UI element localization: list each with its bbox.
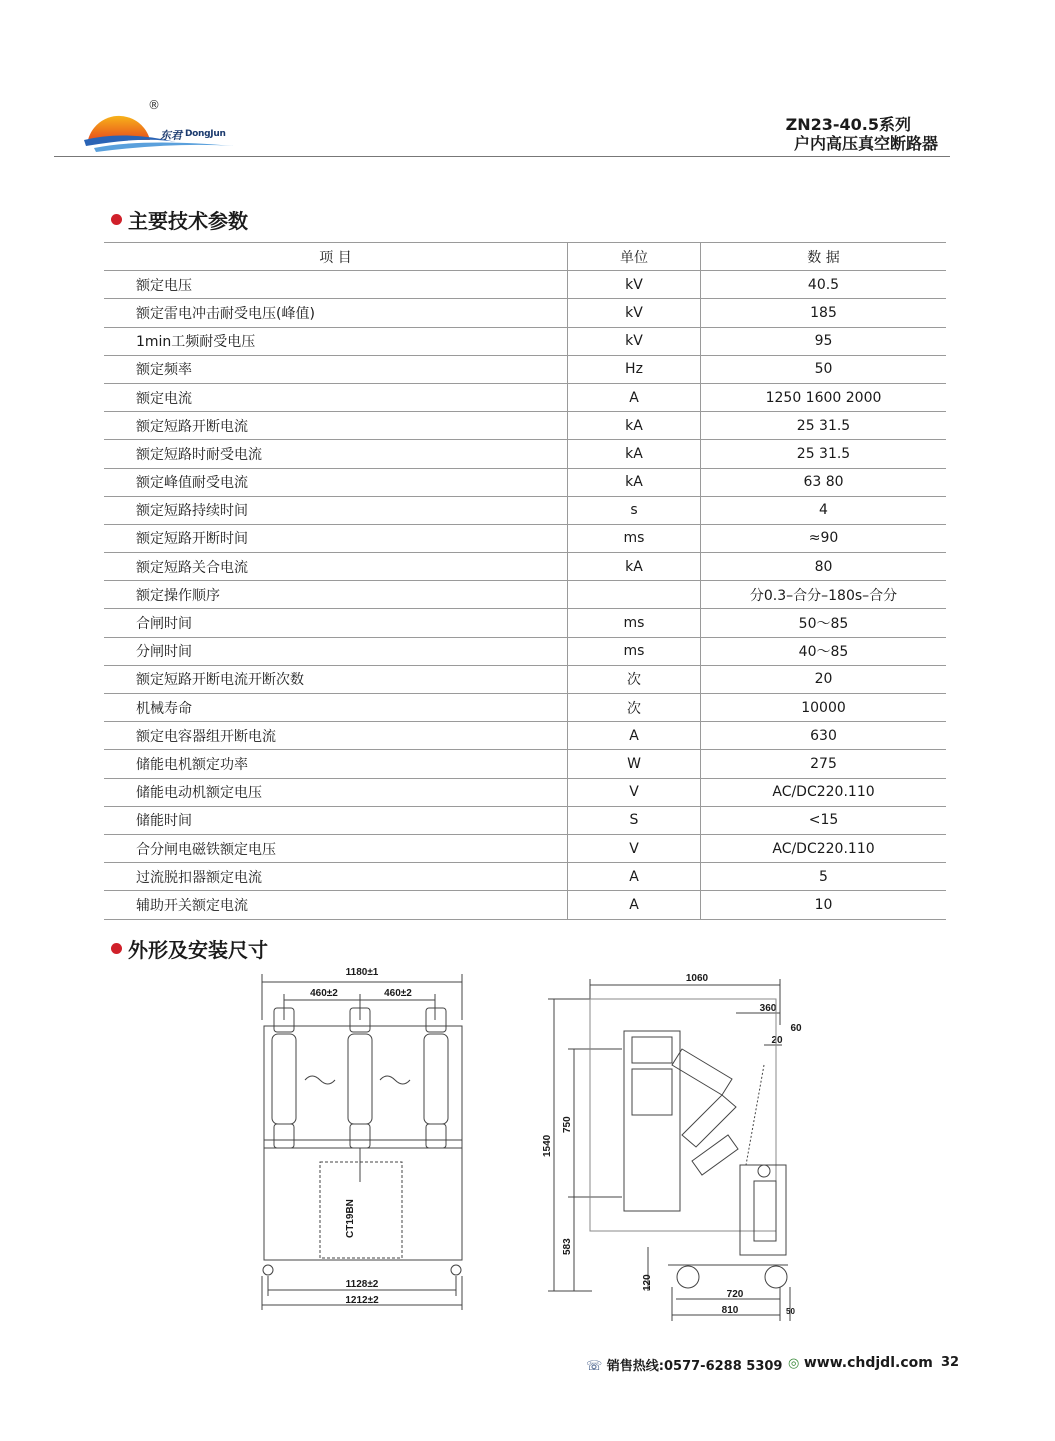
dim-810: 810	[721, 1305, 739, 1316]
table-row	[104, 806, 946, 834]
product-title: 户内高压真空断路器	[794, 134, 939, 153]
cell-value: 5	[701, 863, 947, 891]
cell-item: 分闸时间	[104, 637, 568, 665]
cell-unit	[568, 581, 701, 609]
cell-item: 额定短路开断电流	[104, 412, 568, 440]
header-divider	[54, 156, 950, 157]
table-row	[104, 468, 946, 496]
table-row	[104, 327, 946, 355]
cell-unit: ms	[568, 637, 701, 665]
cell-unit: kA	[568, 468, 701, 496]
table-row	[104, 665, 946, 693]
section-title: 主要技术参数	[128, 209, 248, 233]
table-row	[104, 383, 946, 411]
cell-value: ≈90	[701, 524, 947, 552]
cell-item: 过流脱扣器额定电流	[104, 863, 568, 891]
footer-hotline	[586, 1355, 782, 1374]
cell-unit: A	[568, 722, 701, 750]
dim-wheel-outer: 1212±2	[345, 1295, 379, 1306]
mechanism-label: CT19BN	[345, 1199, 356, 1238]
table-header-row	[104, 243, 946, 271]
table-row	[104, 553, 946, 581]
cell-unit: kV	[568, 327, 701, 355]
page-header	[0, 0, 1055, 160]
cell-item: 额定短路关合电流	[104, 553, 568, 581]
dim-360: 360	[759, 1003, 777, 1014]
table-row	[104, 412, 946, 440]
dongjun-logo	[84, 96, 254, 154]
table-row	[104, 637, 946, 665]
table-row	[104, 694, 946, 722]
bullet-dot-icon	[111, 214, 122, 225]
dim-height: 1540	[542, 1134, 553, 1157]
section-heading-specs	[111, 205, 248, 234]
cell-item: 储能时间	[104, 806, 568, 834]
cell-item: 辅助开关额定电流	[104, 891, 568, 919]
cell-value: 95	[701, 327, 947, 355]
cell-value: 40～85	[701, 637, 947, 665]
table-row	[104, 524, 946, 552]
cell-value: 80	[701, 553, 947, 581]
bullet-dot-icon	[111, 943, 122, 954]
cell-item: 额定操作顺序	[104, 581, 568, 609]
cell-unit: Hz	[568, 355, 701, 383]
cell-value: 63 80	[701, 468, 947, 496]
section-title: 外形及安装尺寸	[128, 938, 268, 962]
cell-item: 合分闸电磁铁额定电压	[104, 834, 568, 862]
dim-total: 1180±1	[345, 967, 379, 978]
cell-item: 合闸时间	[104, 609, 568, 637]
cell-unit: V	[568, 834, 701, 862]
cell-unit: ms	[568, 524, 701, 552]
phone-icon: ☏	[586, 1359, 603, 1374]
table-row	[104, 581, 946, 609]
cell-value: AC/DC220.110	[701, 834, 947, 862]
cell-unit: W	[568, 750, 701, 778]
cell-value: 50～85	[701, 609, 947, 637]
logo-text-en: DongJun	[185, 129, 226, 139]
cell-unit: 次	[568, 665, 701, 693]
section-heading-dimensions	[111, 934, 268, 963]
table-row	[104, 440, 946, 468]
cell-item: 额定频率	[104, 355, 568, 383]
pole-right	[424, 1008, 448, 1148]
spec-table	[104, 242, 946, 920]
cell-unit: kA	[568, 440, 701, 468]
cell-unit: A	[568, 383, 701, 411]
table-row	[104, 891, 946, 919]
cell-value: <15	[701, 806, 947, 834]
registered-mark: ®	[148, 98, 160, 112]
cell-unit: kA	[568, 553, 701, 581]
cell-item: 额定电流	[104, 383, 568, 411]
series-title: ZN23-40.5系列	[785, 115, 911, 134]
cell-value: 275	[701, 750, 947, 778]
dim-120: 120	[642, 1274, 653, 1291]
cell-item: 机械寿命	[104, 694, 568, 722]
front-view-drawing	[250, 960, 480, 1318]
cell-value: 分0.3–合分–180s–合分	[701, 581, 947, 609]
cell-value: 50	[701, 355, 947, 383]
table-row	[104, 722, 946, 750]
cell-item: 额定短路开断时间	[104, 524, 568, 552]
cell-value: AC/DC220.110	[701, 778, 947, 806]
header-item: 项 目	[104, 243, 568, 271]
dim-750: 750	[562, 1116, 573, 1133]
side-view-drawing	[532, 965, 807, 1323]
dim-50: 50	[786, 1307, 795, 1316]
cell-unit: kA	[568, 412, 701, 440]
header-value: 数 据	[701, 243, 947, 271]
cell-item: 额定电压	[104, 271, 568, 299]
cell-unit: A	[568, 891, 701, 919]
cell-value: 25 31.5	[701, 412, 947, 440]
cell-unit: s	[568, 496, 701, 524]
cell-item: 额定短路开断电流开断次数	[104, 665, 568, 693]
cell-item: 额定峰值耐受电流	[104, 468, 568, 496]
cell-value: 1250 1600 2000	[701, 383, 947, 411]
table-row	[104, 355, 946, 383]
pole-middle	[348, 1008, 372, 1148]
cell-value: 185	[701, 299, 947, 327]
table-row	[104, 496, 946, 524]
table-row	[104, 271, 946, 299]
cell-item: 额定电容器组开断电流	[104, 722, 568, 750]
spec-table-body	[104, 271, 946, 919]
hotline-text: 销售热线:0577-6288 5309	[606, 1359, 783, 1374]
logo-text-cn: 东君	[160, 129, 182, 142]
cell-value: 10000	[701, 694, 947, 722]
cell-value: 4	[701, 496, 947, 524]
footer-website	[788, 1355, 933, 1371]
page-number: 32	[941, 1355, 960, 1370]
cell-unit: kV	[568, 299, 701, 327]
header-unit: 单位	[568, 243, 701, 271]
table-row	[104, 834, 946, 862]
cell-item: 额定雷电冲击耐受电压(峰值)	[104, 299, 568, 327]
cell-item: 储能电机额定功率	[104, 750, 568, 778]
pole-left	[272, 1008, 296, 1148]
cell-unit: A	[568, 863, 701, 891]
cell-unit: kV	[568, 271, 701, 299]
website-text: www.chdjdl.com	[803, 1355, 933, 1371]
cell-unit: S	[568, 806, 701, 834]
table-row	[104, 863, 946, 891]
cell-unit: ms	[568, 609, 701, 637]
cell-value: 630	[701, 722, 947, 750]
table-row	[104, 778, 946, 806]
cell-value: 25 31.5	[701, 440, 947, 468]
dim-pitch-left: 460±2	[310, 988, 338, 999]
cell-unit: V	[568, 778, 701, 806]
cell-value: 10	[701, 891, 947, 919]
table-row	[104, 750, 946, 778]
cell-unit: 次	[568, 694, 701, 722]
table-row	[104, 609, 946, 637]
dim-720: 720	[726, 1289, 744, 1300]
cell-item: 额定短路时耐受电流	[104, 440, 568, 468]
dim-wheel-inner: 1128±2	[345, 1279, 379, 1290]
cell-item: 储能电动机额定电压	[104, 778, 568, 806]
dim-pitch-right: 460±2	[384, 988, 412, 999]
dim-depth: 1060	[685, 973, 709, 984]
globe-icon: ◎	[788, 1356, 800, 1371]
dim-583: 583	[562, 1238, 573, 1255]
cell-item: 额定短路持续时间	[104, 496, 568, 524]
cell-value: 40.5	[701, 271, 947, 299]
dim-20: 20	[771, 1035, 783, 1046]
dim-60: 60	[790, 1023, 802, 1034]
cell-item: 1min工频耐受电压	[104, 327, 568, 355]
table-row	[104, 299, 946, 327]
cell-value: 20	[701, 665, 947, 693]
